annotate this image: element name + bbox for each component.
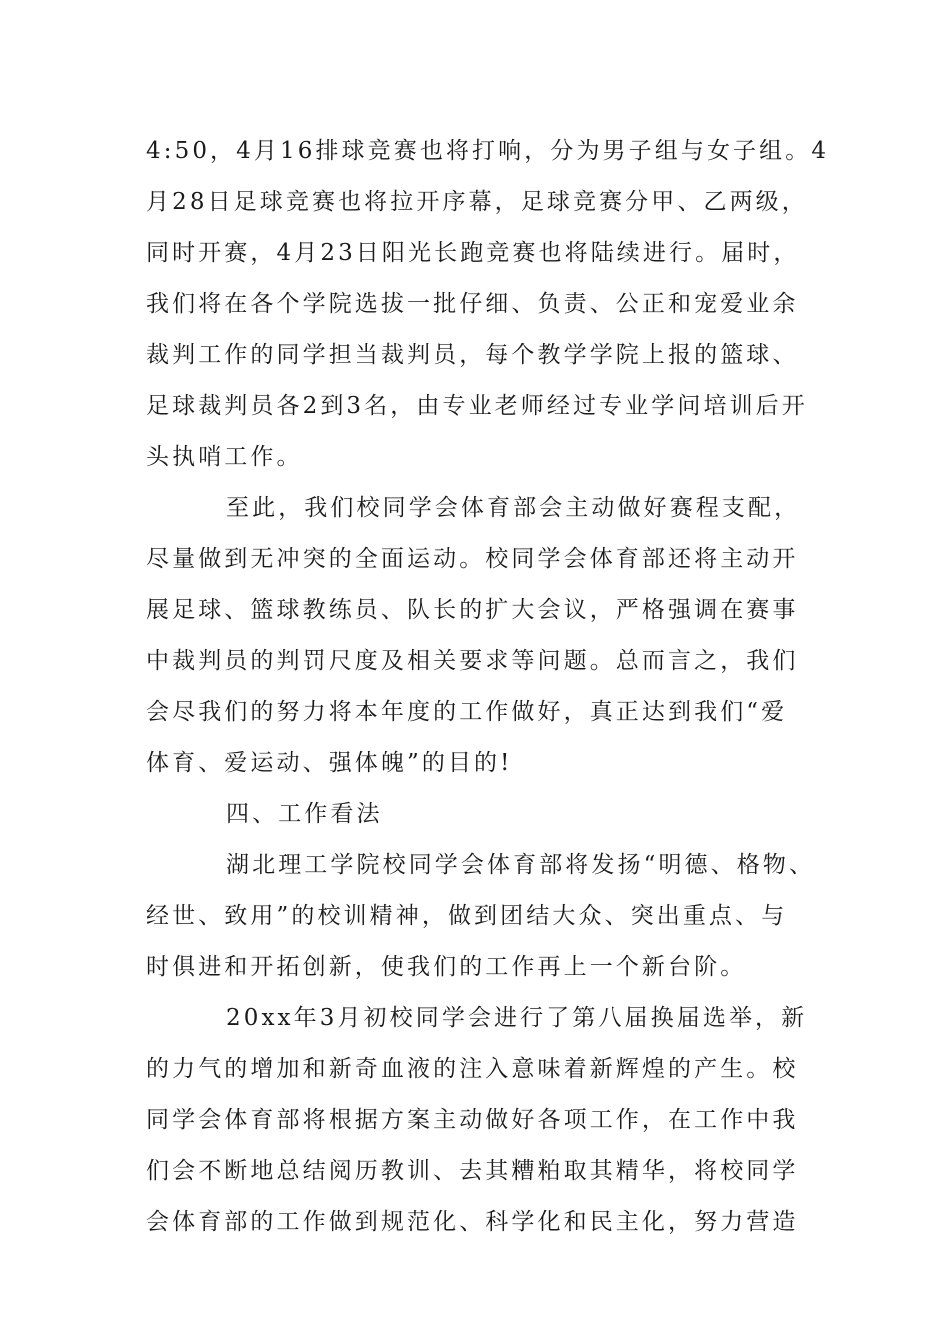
text-line: 时俱进和开拓创新，使我们的工作再上一个新台阶。 bbox=[146, 954, 747, 980]
paragraph-first-line: 20xx年3月初校同学会进行了第八届换届选举，新 bbox=[226, 1005, 808, 1031]
text-line: 我们将在各个学院选拔一批仔细、负责、公正和宠爱业余 bbox=[146, 291, 799, 317]
text-line: 的力气的增加和新奇血液的注入意味着新辉煌的产生。校 bbox=[146, 1056, 799, 1082]
text-line: 足球裁判员各2到3名，由专业老师经过专业学问培训后开 bbox=[146, 393, 808, 419]
text-line: 尽量做到无冲突的全面运动。校同学会体育部还将主动开 bbox=[146, 546, 799, 572]
text-line: 同学会体育部将根据方案主动做好各项工作，在工作中我 bbox=[146, 1107, 799, 1133]
text-line: 裁判工作的同学担当裁判员，每个教学学院上报的篮球、 bbox=[146, 342, 799, 368]
text-line: 同时开赛，4月23日阳光长跑竞赛也将陆续进行。届时， bbox=[146, 240, 800, 266]
text-line: 展足球、篮球教练员、队长的扩大会议，严格强调在赛事 bbox=[146, 597, 799, 623]
paragraph-first-line: 湖北理工学院校同学会体育部将发扬“明德、格物、 bbox=[226, 852, 816, 878]
text-line: 4:50，4月16排球竞赛也将打响，分为男子组与女子组。4 bbox=[146, 138, 830, 164]
text-line: 经世、致用”的校训精神，做到团结大众、突出重点、与 bbox=[146, 903, 788, 929]
paragraph-first-line: 至此，我们校同学会体育部会主动做好赛程支配， bbox=[226, 495, 801, 521]
text-line: 体育、爱运动、强体魄”的目的! bbox=[146, 750, 513, 776]
text-line: 月28日足球竞赛也将拉开序幕，足球竞赛分甲、乙两级， bbox=[146, 189, 808, 215]
text-line: 会体育部的工作做到规范化、科学化和民主化，努力营造 bbox=[146, 1209, 799, 1235]
section-heading: 四、工作看法 bbox=[226, 801, 383, 827]
text-line: 们会不断地总结阅历教训、去其糟粕取其精华，将校同学 bbox=[146, 1158, 799, 1184]
text-line: 头执哨工作。 bbox=[146, 444, 303, 470]
text-line: 中裁判员的判罚尺度及相关要求等问题。总而言之，我们 bbox=[146, 648, 799, 674]
text-line: 会尽我们的努力将本年度的工作做好，真正达到我们“爱 bbox=[146, 699, 788, 725]
